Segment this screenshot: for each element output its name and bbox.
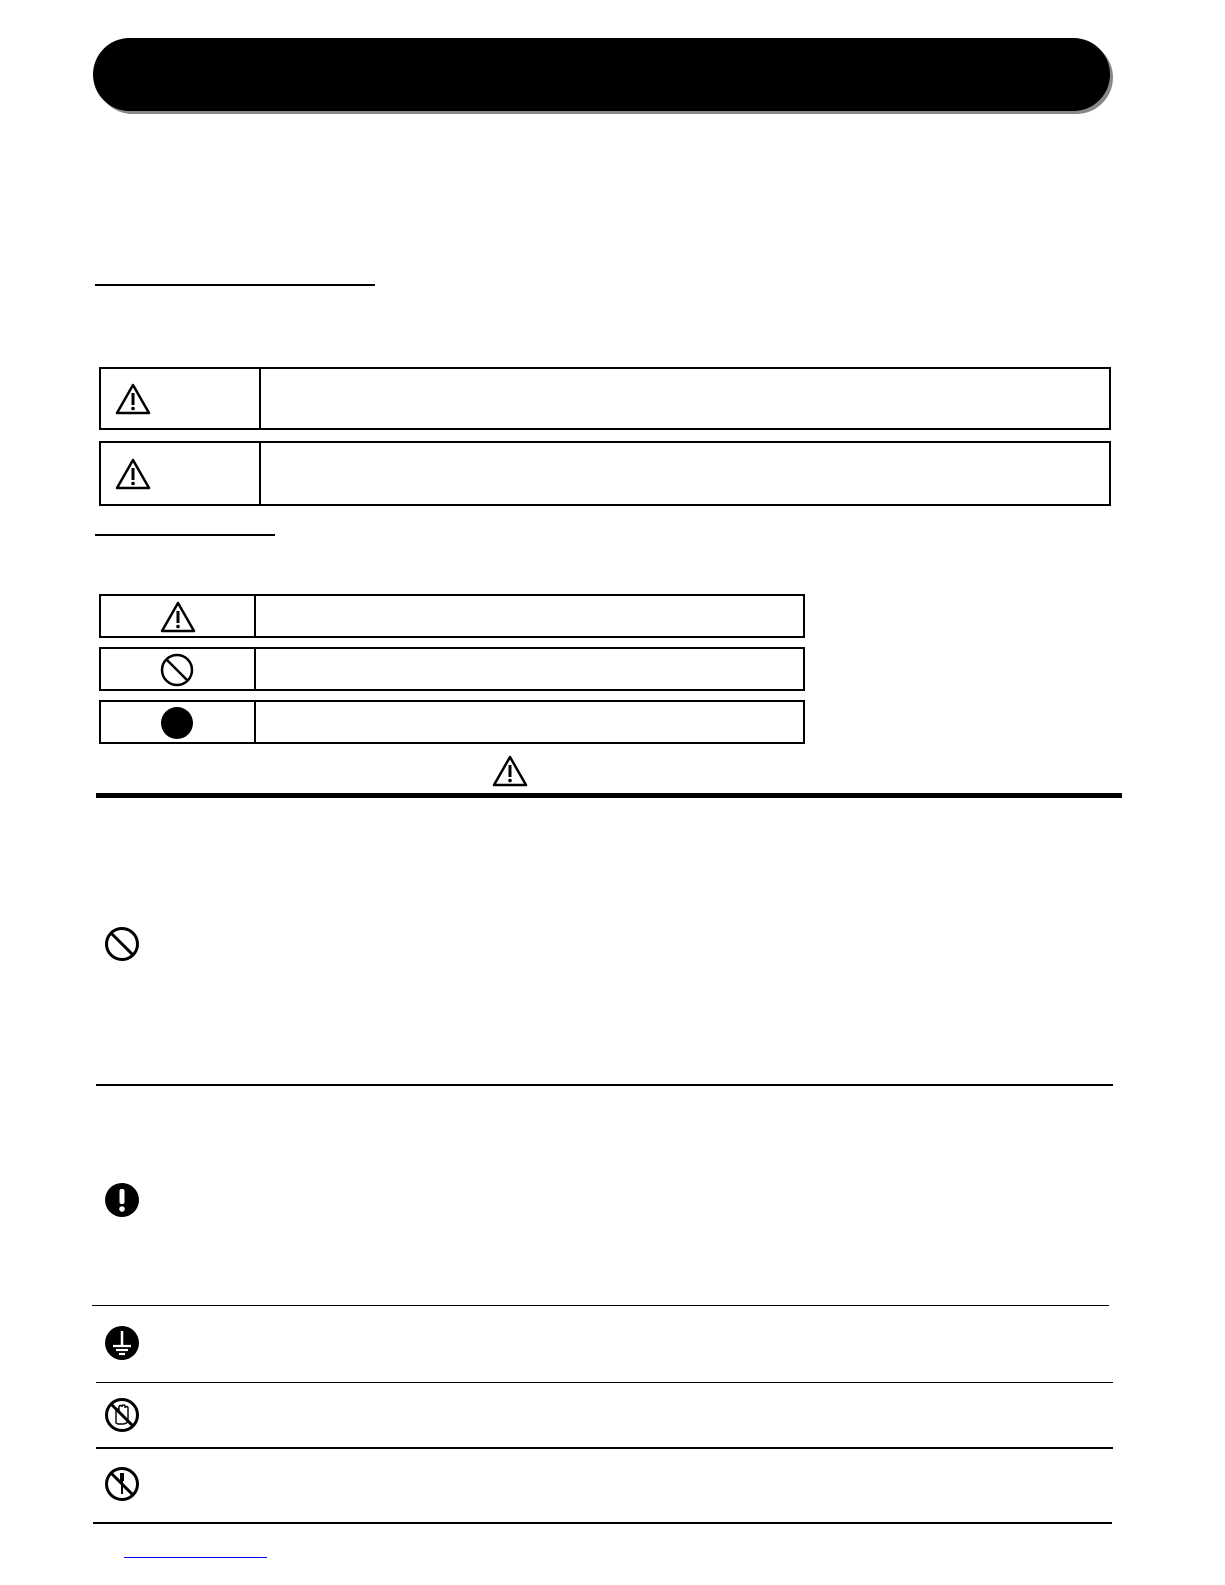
warning-triangle-icon [115, 383, 151, 415]
no-wet-hands-icon [104, 1397, 140, 1433]
ground-connection-icon [104, 1325, 140, 1361]
section-heading-underline [95, 284, 375, 286]
warning-triangle-icon [160, 601, 196, 633]
item-divider [96, 1084, 1113, 1086]
legend-row-prohibited [99, 647, 805, 691]
filled-circle-icon [160, 706, 194, 740]
warning-triangle-icon [115, 458, 151, 490]
section-heading-underline [95, 534, 275, 536]
item-divider [96, 1382, 1113, 1383]
bottom-rule [93, 1522, 1112, 1524]
title-banner [93, 38, 1110, 111]
section-divider [96, 793, 1122, 798]
footer-link[interactable] [124, 1557, 267, 1558]
item-divider [92, 1305, 1109, 1306]
prohibition-circle-icon [104, 926, 140, 962]
legend-row-mandatory [99, 700, 805, 744]
prohibition-circle-icon [160, 653, 194, 687]
mandatory-exclamation-icon [104, 1182, 140, 1218]
item-divider [96, 1447, 1113, 1449]
legend-row-caution [99, 594, 805, 638]
signal-box-warning [99, 367, 1111, 430]
signal-box-caution [99, 441, 1111, 506]
warning-triangle-icon [492, 755, 528, 787]
no-disassembly-icon [104, 1466, 140, 1502]
